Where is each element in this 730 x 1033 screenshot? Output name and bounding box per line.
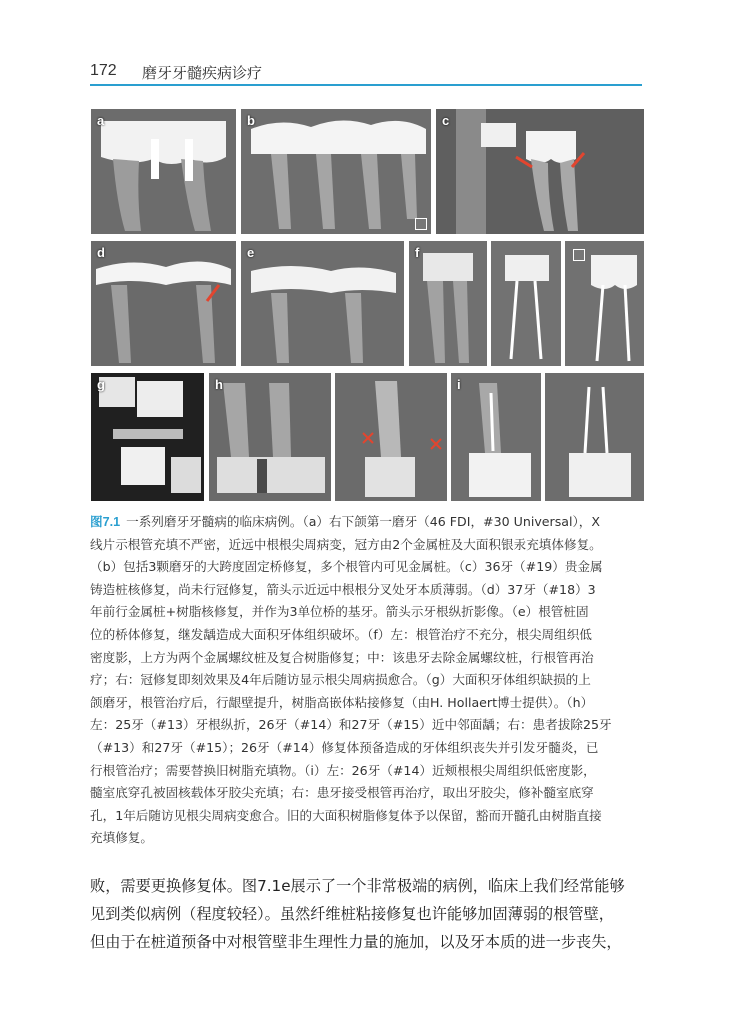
caption-line: 行根管治疗；需要替换旧树脂充填物。（i）左：26牙（#14）近颊根根尖周组织低密度影，: [90, 762, 596, 778]
panel-label-f: f: [415, 245, 420, 260]
body-line: 见到类似病例（程度较轻）。虽然纤维桩粘接修复也许能够加固薄弱的根管壁，: [90, 905, 614, 923]
header-rule: [90, 84, 642, 86]
scale-marker-icon: [573, 249, 585, 261]
xray-image-b: [241, 109, 431, 234]
panel-label-a: a: [97, 113, 105, 128]
panel-g: [90, 372, 205, 502]
xray-image-i-right: [545, 373, 644, 501]
panel-label-d: d: [97, 245, 105, 260]
body-line: 败，需要更换修复体。图7.1e展示了一个非常极端的病例，临床上我们经常能够: [90, 877, 625, 895]
panel-i-right: [544, 372, 645, 502]
panel-label-c: c: [442, 113, 450, 128]
figure-caption: [90, 511, 644, 850]
xray-image-d: [91, 241, 236, 366]
panel-c: [435, 108, 645, 235]
caption-line: [90, 511, 644, 534]
caption-line: 年前行金属桩+树脂核修复，并作为3单位桥的基牙。箭头示牙根纵折影像。（e）根管桩固: [90, 604, 589, 620]
xray-image-c: [436, 109, 644, 234]
caption-line: 左：25牙（#13）牙根纵折，26牙（#14）和27牙（#15）近中邻面龋；右：患者拔除25牙: [90, 717, 612, 733]
xray-image-g: [91, 373, 204, 501]
running-title: 磨牙牙髓疾病诊疗: [142, 64, 263, 82]
panel-b: [240, 108, 432, 235]
caption-line: （#13）和27牙（#15）；26牙（#14）修复体预备造成的牙体组织丧失并引发牙髓炎，已: [90, 739, 599, 755]
panel-a: [90, 108, 237, 235]
scale-marker-icon: [415, 218, 427, 230]
caption-line: 孔，1年后随访见根尖周病变愈合。旧的大面积树脂修复体予以保留，豁而开髓孔由树脂直接: [90, 807, 602, 823]
caption-line: 颌磨牙，根管治疗后，行龈壁提升，树脂高嵌体粘接修复（由H. Hollaert博士提供）。（h）: [90, 694, 594, 710]
panel-h-left: [208, 372, 332, 502]
caption-line: 疗；右：冠修复即刻效果及4年后随访显示根尖周病损愈合。（g）大面积牙体组织缺损的上: [90, 672, 591, 688]
xray-image-e: [241, 241, 404, 366]
caption-line: 位的桥体修复，继发龋造成大面积牙体组织破坏。（f）左：根管治疗不充分，根尖周组织低: [90, 626, 592, 642]
caption-line: 充填修复。: [90, 830, 153, 846]
caption-line: 髓室底穿孔被固核载体牙胶尖充填；右：患牙接受根管再治疗，取出牙胶尖，修补髓室底穿: [90, 785, 594, 801]
caption-line: 铸造桩核修复，尚未行冠修复，箭头示近远中根根分叉处牙本质薄弱。（d）37牙（#18）3: [90, 581, 596, 597]
xray-image-h-left: [209, 373, 331, 501]
figure-label: 图7.1: [90, 515, 121, 529]
panel-i-left: [450, 372, 542, 502]
xray-image-f-middle: [491, 241, 561, 366]
panel-d: [90, 240, 237, 367]
panel-e: [240, 240, 405, 367]
body-line: 但由于在桩道预备中对根管壁非生理性力量的施加，以及牙本质的进一步丧失，: [90, 933, 622, 951]
xray-image-h-right: [335, 373, 447, 501]
panel-h-right: [334, 372, 448, 502]
panel-label-g: g: [97, 377, 105, 392]
panel-label-h: h: [215, 377, 223, 392]
panel-f-middle: [490, 240, 562, 367]
xray-image-f-left: [409, 241, 487, 366]
caption-line: （b）包括3颗磨牙的大跨度固定桥修复，多个根管内可见金属桩。（c）36牙（#19）贵金属: [90, 559, 603, 575]
panel-f-right: [564, 240, 645, 367]
page-number: 172: [90, 62, 117, 79]
panel-label-e: e: [247, 245, 255, 260]
panel-label-i: i: [457, 377, 461, 392]
caption-text: 一系列磨牙牙髓病的临床病例。（a）右下颌第一磨牙（46 FDI，#30 Universal），X: [126, 514, 601, 529]
body-paragraph: [90, 872, 644, 956]
caption-line: 线片示根管充填不严密，近远中根根尖周病变，冠方由2个金属桩及大面积银汞充填体修复。: [90, 536, 602, 552]
panel-f-left: [408, 240, 488, 367]
xray-image-a: [91, 109, 236, 234]
xray-image-i-left: [451, 373, 541, 501]
panel-label-b: b: [247, 113, 255, 128]
caption-line: 密度影，上方为两个金属螺纹桩及复合树脂修复；中：该患牙去除金属螺纹桩，行根管再治: [90, 649, 594, 665]
